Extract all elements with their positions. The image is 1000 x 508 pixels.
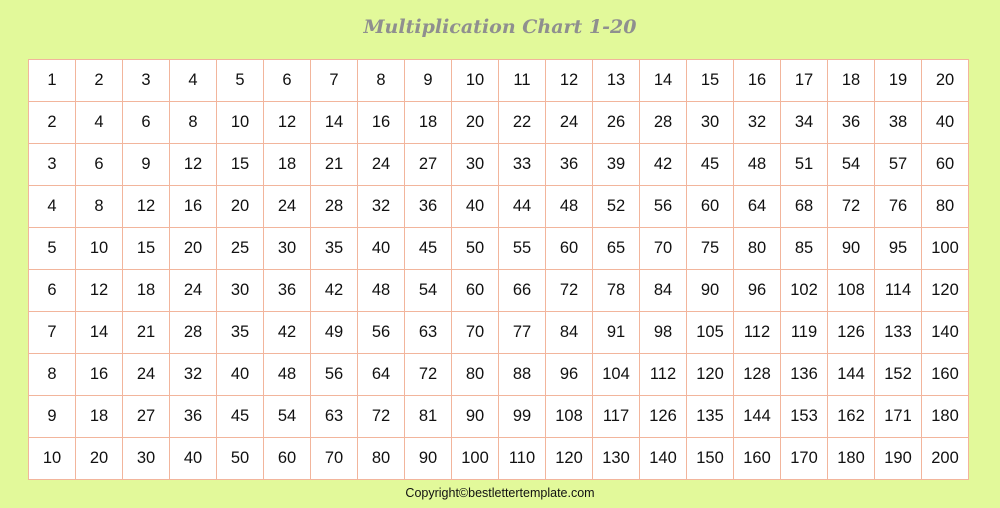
table-cell: 48 [264, 354, 311, 396]
table-cell: 144 [734, 396, 781, 438]
table-cell: 48 [546, 186, 593, 228]
table-cell: 2 [76, 60, 123, 102]
table-cell: 35 [311, 228, 358, 270]
table-row [29, 438, 969, 480]
table-cell: 128 [734, 354, 781, 396]
table-cell: 64 [734, 186, 781, 228]
table-cell: 12 [170, 144, 217, 186]
table-row [29, 312, 969, 354]
table-cell: 72 [358, 396, 405, 438]
table-cell: 68 [781, 186, 828, 228]
table-cell: 66 [499, 270, 546, 312]
table-cell: 24 [170, 270, 217, 312]
table-cell: 56 [358, 312, 405, 354]
table-cell: 99 [499, 396, 546, 438]
table-cell: 15 [123, 228, 170, 270]
table-cell: 24 [358, 144, 405, 186]
table-cell: 1 [29, 60, 76, 102]
table-row [29, 102, 969, 144]
table-cell: 190 [875, 438, 922, 480]
page-title: Multiplication Chart 1-20 [363, 16, 637, 38]
table-cell: 80 [922, 186, 969, 228]
table-cell: 133 [875, 312, 922, 354]
table-cell: 45 [405, 228, 452, 270]
table-cell: 54 [405, 270, 452, 312]
table-cell: 100 [452, 438, 499, 480]
table-cell: 44 [499, 186, 546, 228]
table-cell: 60 [687, 186, 734, 228]
table-cell: 3 [29, 144, 76, 186]
table-cell: 50 [217, 438, 264, 480]
table-cell: 20 [170, 228, 217, 270]
table-cell: 27 [123, 396, 170, 438]
table-cell: 70 [452, 312, 499, 354]
table-cell: 84 [546, 312, 593, 354]
table-cell: 100 [922, 228, 969, 270]
multiplication-table [28, 59, 969, 480]
table-cell: 10 [76, 228, 123, 270]
table-cell: 91 [593, 312, 640, 354]
table-cell: 14 [640, 60, 687, 102]
table-cell: 35 [217, 312, 264, 354]
table-cell: 170 [781, 438, 828, 480]
table-cell: 15 [217, 144, 264, 186]
table-cell: 90 [828, 228, 875, 270]
table-cell: 9 [29, 396, 76, 438]
table-cell: 20 [76, 438, 123, 480]
table-cell: 108 [546, 396, 593, 438]
table-cell: 3 [123, 60, 170, 102]
table-cell: 18 [264, 144, 311, 186]
table-cell: 162 [828, 396, 875, 438]
table-cell: 8 [76, 186, 123, 228]
table-cell: 10 [217, 102, 264, 144]
table-cell: 102 [781, 270, 828, 312]
table-cell: 108 [828, 270, 875, 312]
table-cell: 2 [29, 102, 76, 144]
table-cell: 16 [734, 60, 781, 102]
table-row [29, 144, 969, 186]
table-cell: 30 [687, 102, 734, 144]
table-cell: 26 [593, 102, 640, 144]
table-cell: 11 [499, 60, 546, 102]
table-cell: 24 [264, 186, 311, 228]
table-cell: 112 [640, 354, 687, 396]
table-cell: 57 [875, 144, 922, 186]
table-cell: 136 [781, 354, 828, 396]
table-cell: 40 [217, 354, 264, 396]
table-cell: 160 [922, 354, 969, 396]
table-cell: 12 [123, 186, 170, 228]
table-cell: 28 [311, 186, 358, 228]
table-cell: 130 [593, 438, 640, 480]
table-cell: 63 [311, 396, 358, 438]
table-cell: 25 [217, 228, 264, 270]
table-cell: 45 [217, 396, 264, 438]
table-cell: 40 [922, 102, 969, 144]
table-cell: 84 [640, 270, 687, 312]
table-cell: 152 [875, 354, 922, 396]
table-cell: 135 [687, 396, 734, 438]
table-cell: 32 [358, 186, 405, 228]
table-cell: 18 [828, 60, 875, 102]
table-cell: 8 [29, 354, 76, 396]
table-cell: 80 [452, 354, 499, 396]
table-row [29, 396, 969, 438]
table-cell: 75 [687, 228, 734, 270]
table-row [29, 186, 969, 228]
table-cell: 90 [452, 396, 499, 438]
table-cell: 117 [593, 396, 640, 438]
table-cell: 70 [311, 438, 358, 480]
table-cell: 36 [828, 102, 875, 144]
table-cell: 12 [546, 60, 593, 102]
table-cell: 36 [405, 186, 452, 228]
table-cell: 120 [922, 270, 969, 312]
table-cell: 21 [311, 144, 358, 186]
table-cell: 72 [405, 354, 452, 396]
table-cell: 32 [170, 354, 217, 396]
table-cell: 77 [499, 312, 546, 354]
table-cell: 180 [922, 396, 969, 438]
table-cell: 16 [358, 102, 405, 144]
table-cell: 30 [264, 228, 311, 270]
table-cell: 12 [76, 270, 123, 312]
table-cell: 38 [875, 102, 922, 144]
table-cell: 40 [170, 438, 217, 480]
table-cell: 85 [781, 228, 828, 270]
table-cell: 17 [781, 60, 828, 102]
table-cell: 63 [405, 312, 452, 354]
table-cell: 160 [734, 438, 781, 480]
table-cell: 80 [734, 228, 781, 270]
table-cell: 21 [123, 312, 170, 354]
table-cell: 80 [358, 438, 405, 480]
table-cell: 4 [29, 186, 76, 228]
table-cell: 8 [170, 102, 217, 144]
table-cell: 42 [311, 270, 358, 312]
table-cell: 30 [123, 438, 170, 480]
table-cell: 10 [452, 60, 499, 102]
table-cell: 5 [217, 60, 264, 102]
table-cell: 28 [640, 102, 687, 144]
table-cell: 50 [452, 228, 499, 270]
table-cell: 40 [452, 186, 499, 228]
table-cell: 36 [264, 270, 311, 312]
table-cell: 6 [76, 144, 123, 186]
table-cell: 24 [123, 354, 170, 396]
table-cell: 36 [546, 144, 593, 186]
table-cell: 15 [687, 60, 734, 102]
table-cell: 20 [452, 102, 499, 144]
table-cell: 14 [311, 102, 358, 144]
table-cell: 4 [76, 102, 123, 144]
table-row [29, 60, 969, 102]
table-cell: 16 [76, 354, 123, 396]
table-cell: 18 [123, 270, 170, 312]
table-cell: 104 [593, 354, 640, 396]
table-row [29, 354, 969, 396]
table-cell: 78 [593, 270, 640, 312]
table-cell: 110 [499, 438, 546, 480]
table-cell: 6 [29, 270, 76, 312]
table-cell: 34 [781, 102, 828, 144]
table-cell: 51 [781, 144, 828, 186]
table-cell: 19 [875, 60, 922, 102]
table-cell: 10 [29, 438, 76, 480]
table-cell: 12 [264, 102, 311, 144]
table-cell: 60 [264, 438, 311, 480]
table-cell: 27 [405, 144, 452, 186]
table-cell: 54 [264, 396, 311, 438]
table-cell: 126 [640, 396, 687, 438]
table-cell: 48 [734, 144, 781, 186]
table-cell: 95 [875, 228, 922, 270]
copyright-footer: Copyright©bestlettertemplate.com [405, 486, 595, 500]
table-cell: 55 [499, 228, 546, 270]
table-cell: 140 [922, 312, 969, 354]
table-cell: 54 [828, 144, 875, 186]
table-cell: 30 [217, 270, 264, 312]
table-cell: 81 [405, 396, 452, 438]
table-cell: 90 [687, 270, 734, 312]
table-cell: 96 [546, 354, 593, 396]
table-cell: 76 [875, 186, 922, 228]
table-cell: 6 [123, 102, 170, 144]
table-cell: 30 [452, 144, 499, 186]
table-cell: 60 [546, 228, 593, 270]
table-cell: 60 [922, 144, 969, 186]
table-cell: 9 [123, 144, 170, 186]
table-cell: 36 [170, 396, 217, 438]
table-cell: 72 [828, 186, 875, 228]
table-cell: 56 [311, 354, 358, 396]
table-cell: 112 [734, 312, 781, 354]
table-cell: 60 [452, 270, 499, 312]
table-cell: 7 [311, 60, 358, 102]
table-cell: 120 [546, 438, 593, 480]
table-cell: 16 [170, 186, 217, 228]
table-cell: 98 [640, 312, 687, 354]
table-cell: 8 [358, 60, 405, 102]
table-cell: 72 [546, 270, 593, 312]
table-cell: 65 [593, 228, 640, 270]
table-cell: 70 [640, 228, 687, 270]
table-cell: 33 [499, 144, 546, 186]
table-cell: 120 [687, 354, 734, 396]
table-cell: 40 [358, 228, 405, 270]
table-cell: 105 [687, 312, 734, 354]
table-cell: 20 [922, 60, 969, 102]
table-cell: 49 [311, 312, 358, 354]
table-cell: 5 [29, 228, 76, 270]
table-cell: 9 [405, 60, 452, 102]
table-cell: 171 [875, 396, 922, 438]
table-cell: 7 [29, 312, 76, 354]
table-row [29, 270, 969, 312]
table-cell: 42 [264, 312, 311, 354]
table-cell: 90 [405, 438, 452, 480]
table-cell: 153 [781, 396, 828, 438]
table-cell: 20 [217, 186, 264, 228]
table-cell: 64 [358, 354, 405, 396]
table-cell: 6 [264, 60, 311, 102]
table-cell: 180 [828, 438, 875, 480]
table-cell: 42 [640, 144, 687, 186]
table-cell: 45 [687, 144, 734, 186]
table-cell: 13 [593, 60, 640, 102]
table-cell: 126 [828, 312, 875, 354]
table-cell: 39 [593, 144, 640, 186]
table-cell: 18 [76, 396, 123, 438]
table-cell: 4 [170, 60, 217, 102]
table-cell: 144 [828, 354, 875, 396]
table-cell: 48 [358, 270, 405, 312]
table-cell: 56 [640, 186, 687, 228]
table-cell: 150 [687, 438, 734, 480]
table-cell: 88 [499, 354, 546, 396]
table-cell: 52 [593, 186, 640, 228]
table-cell: 14 [76, 312, 123, 354]
table-cell: 24 [546, 102, 593, 144]
table-cell: 114 [875, 270, 922, 312]
table-cell: 119 [781, 312, 828, 354]
table-cell: 96 [734, 270, 781, 312]
table-cell: 32 [734, 102, 781, 144]
table-row [29, 228, 969, 270]
table-cell: 22 [499, 102, 546, 144]
table-cell: 18 [405, 102, 452, 144]
table-cell: 28 [170, 312, 217, 354]
table-cell: 140 [640, 438, 687, 480]
table-cell: 200 [922, 438, 969, 480]
